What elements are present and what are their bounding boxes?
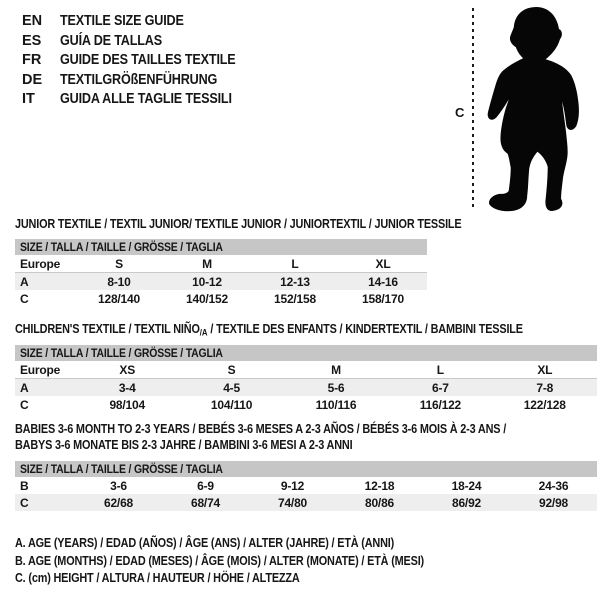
value-cell: 68/74 <box>190 495 221 510</box>
height-dotted-line <box>472 8 474 211</box>
size-header-text: SIZE / TALLA / TAILLE / GRÖSSE / TAGLIA <box>20 346 223 360</box>
value-cell: 86/92 <box>451 495 482 510</box>
language-code: FR <box>22 52 42 68</box>
value-cell: 74/80 <box>277 495 308 510</box>
value-cell: 80/86 <box>364 495 395 510</box>
value-cell: 12-18 <box>364 478 395 493</box>
children-size-table <box>15 345 597 413</box>
row-label-cell: B <box>20 478 29 493</box>
value-cell: 10-12 <box>192 274 222 289</box>
size-cell: L <box>388 361 492 379</box>
toddler-silhouette-icon <box>483 4 596 212</box>
row-label-cell: Europe <box>15 361 75 379</box>
junior-table-grid <box>15 255 427 307</box>
babies-section-title <box>15 421 579 453</box>
junior-size-table <box>15 239 427 307</box>
value-cell: 6-7 <box>431 380 449 395</box>
value-cell: 24-36 <box>538 478 569 493</box>
value-cell: 12-13 <box>280 274 310 289</box>
value-cell: 116/122 <box>419 397 462 412</box>
table-row-age-months <box>15 477 597 494</box>
row-label-cell: Europe <box>15 255 75 273</box>
language-row <box>22 32 262 52</box>
language-row <box>22 90 262 110</box>
table-row-europe <box>15 361 597 379</box>
children-title-suffix: / TEXTILE DES ENFANTS / KINDERTEXTIL / BAMBINI TESSILE <box>207 322 523 336</box>
value-cell: 5-6 <box>327 380 345 395</box>
table-row-age-years <box>15 273 427 291</box>
value-cell: 122/128 <box>523 397 566 412</box>
value-cell: 98/104 <box>109 397 145 412</box>
size-header-bar <box>15 239 427 255</box>
row-label-cell: C <box>20 291 29 306</box>
children-section-title-text <box>15 321 523 341</box>
row-label-cell: A <box>20 274 29 289</box>
value-cell: 6-9 <box>197 478 214 493</box>
language-code: ES <box>22 32 42 49</box>
value-cell: 4-5 <box>223 380 240 395</box>
language-code: EN <box>22 13 43 29</box>
table-row-age-years <box>15 379 597 397</box>
row-label-cell: C <box>20 397 29 412</box>
children-title-prefix: CHILDREN'S TEXTILE / TEXTIL NIÑO <box>15 322 200 336</box>
note-line-a-text: A. AGE (YEARS) / EDAD (AÑOS) / ÂGE (ANS) / ALTER (JAHRE) / ETÀ (ANNI) <box>15 536 395 550</box>
value-cell: 104/110 <box>210 397 253 412</box>
language-row <box>22 51 262 71</box>
size-header-text: SIZE / TALLA / TAILLE / GRÖSSE / TAGLIA <box>20 240 223 254</box>
children-title-subscript: /A <box>199 327 208 338</box>
table-row-height <box>15 396 597 413</box>
value-cell: 3-4 <box>118 380 136 395</box>
babies-title-line2: BABYS 3-6 MONATE BIS 2-3 JAHRE / BAMBINI 3-6 MESI A 2-3 ANNI <box>15 438 353 452</box>
junior-section-title-text: JUNIOR TEXTILE / TEXTIL JUNIOR/ TEXTILE JUNIOR / JUNIORTEXTIL / JUNIOR TESSILE <box>15 217 462 231</box>
size-header-bar <box>15 345 597 361</box>
value-cell: 62/68 <box>103 495 134 510</box>
language-label: GUIDE DES TAILLES TEXTILE <box>60 52 236 68</box>
size-cell: XL <box>339 255 427 273</box>
language-code: IT <box>22 91 35 107</box>
table-row-height <box>15 290 427 307</box>
size-cell: S <box>75 255 163 273</box>
note-line-a <box>15 535 485 553</box>
value-cell: 7-8 <box>536 380 554 395</box>
value-cell: 8-10 <box>107 274 131 289</box>
note-line-c <box>15 570 485 588</box>
size-header-bar <box>15 461 597 477</box>
size-cell: L <box>251 255 339 273</box>
value-cell: 128/140 <box>98 291 140 306</box>
size-header-text: SIZE / TALLA / TAILLE / GRÖSSE / TAGLIA <box>20 462 223 476</box>
language-code: DE <box>22 71 43 88</box>
language-label: TEXTILE SIZE GUIDE <box>60 13 184 29</box>
children-table-grid <box>15 361 597 413</box>
table-row-europe <box>15 255 427 273</box>
height-measure-label: C <box>455 105 465 120</box>
note-line-b-text: B. AGE (MONTHS) / EDAD (MESES) / ÂGE (MOIS) / ALTER (MONATE) / ETÀ (MESI) <box>15 553 424 568</box>
language-label: GUÍA DE TALLAS <box>60 32 162 49</box>
value-cell: 18-24 <box>451 478 482 493</box>
junior-section-title <box>15 216 528 232</box>
size-cell: XS <box>75 361 179 379</box>
row-label-cell: A <box>20 380 29 395</box>
babies-size-table <box>15 461 597 511</box>
language-title-block <box>22 12 262 110</box>
legend-notes <box>15 535 485 588</box>
language-label: TEXTILGRÖßENFÜHRUNG <box>60 71 218 88</box>
value-cell: 3-6 <box>110 478 127 493</box>
size-cell: S <box>179 361 283 379</box>
value-cell: 92/98 <box>538 495 569 510</box>
language-label: GUIDA ALLE TAGLIE TESSILI <box>60 91 232 107</box>
size-cell: XL <box>493 361 597 379</box>
value-cell: 110/116 <box>315 397 357 412</box>
language-row <box>22 71 262 91</box>
note-line-c-text: C. (cm) HEIGHT / ALTURA / HAUTEUR / HÖHE / ALTEZZA <box>15 571 300 585</box>
row-label-cell: C <box>20 495 29 510</box>
size-cell: M <box>284 361 388 379</box>
babies-title-line1: BABIES 3-6 MONTH TO 2-3 YEARS / BEBÉS 3-6 MESES A 2-3 AÑOS / BÉBÉS 3-6 MOIS À 2-3 ANS / <box>15 422 507 436</box>
value-cell: 9-12 <box>280 478 305 493</box>
value-cell: 158/170 <box>362 291 404 306</box>
value-cell: 140/152 <box>186 291 228 306</box>
note-line-b <box>15 553 485 571</box>
babies-table-grid <box>15 477 597 511</box>
children-section-title <box>15 321 599 341</box>
value-cell: 152/158 <box>274 291 316 306</box>
value-cell: 14-16 <box>368 274 398 289</box>
language-row <box>22 12 262 32</box>
size-cell: M <box>163 255 251 273</box>
table-row-height <box>15 494 597 511</box>
